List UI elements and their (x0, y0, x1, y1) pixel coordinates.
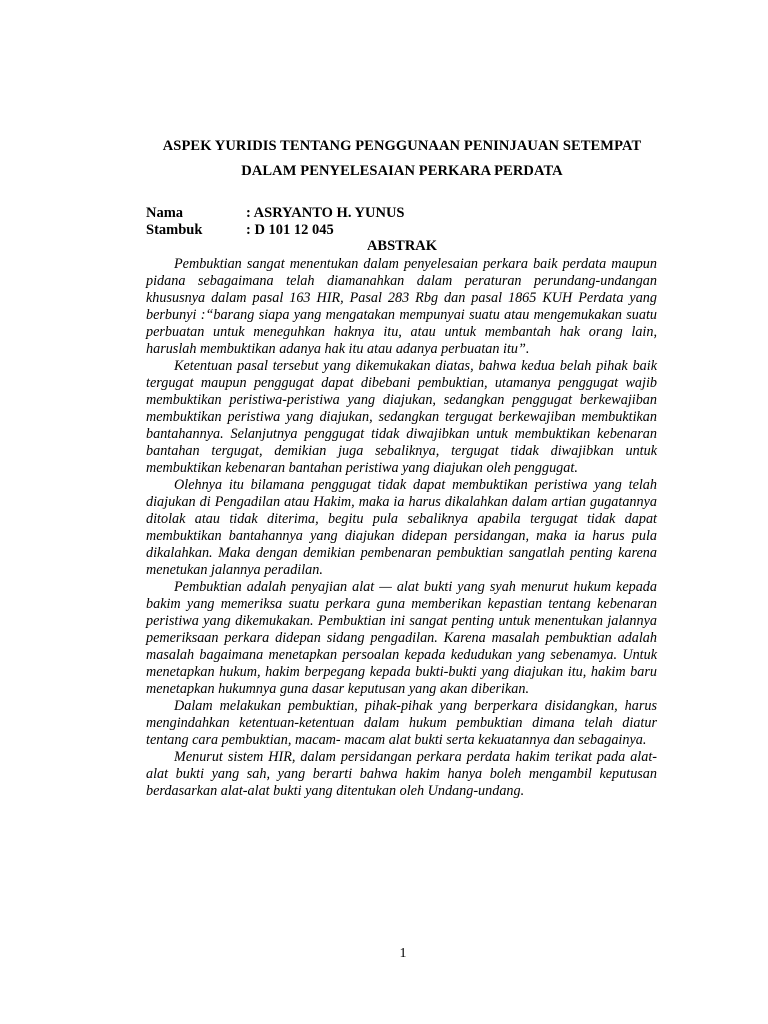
abstract-heading: ABSTRAK (366, 238, 438, 254)
author-name-row (146, 205, 405, 222)
stambuk-label: Stambuk (146, 222, 203, 238)
abstract-paragraph-1: Pembuktian sangat menentukan dalam penyelesaian perkara baik perdata maupun pidana sebagaimana telah diamanahkan dalam peraturan perundang-undangan khususnya dalam pasal 163 HIR, Pasal 283 Rbg dan pasal 1865 KUH Perdata yang berbunyi :“barang siapa yang mengatakan mempunyai suatu atau mengemukakan suatu perbuatan untuk meneguhkan haknya itu, atau untuk membantah hak orang lain, haruslah membuktikan adanya hak itu atau adanya perbuatan itu”. (146, 256, 657, 357)
abstract-paragraph-6: Menurut sistem HIR, dalam persidangan perkara perdata hakim terikat pada alat-alat bukti yang sah, yang berarti bahwa hakim hanya boleh mengambil keputusan berdasarkan alat-alat bukti yang ditentukan oleh Undang-undang. (146, 749, 657, 799)
name-value: : ASRYANTO H. YUNUS (246, 205, 405, 221)
abstract-paragraph-2: Ketentuan pasal tersebut yang dikemukakan diatas, bahwa kedua belah pihak baik tergugat maupun penggugat dapat dibebani pembuktian, utamanya penggugat wajib membuktikan peristiwa-peristiwa yang diajukan, sedangkan penggugat berkewajiban membuktikan peristiwa yang diajukan, sedangkan tergugat berkewajiban membuktikan bantahannya. Selanjutnya penggugat tidak diwajibkan untuk membuktikan kebenaran bantahan tergugat, demikian juga sebaliknya, tergugat tidak diwajibkan untuk membuktikan kebenaran bantahan peristiwa yang diajukan oleh penggugat. (146, 358, 657, 476)
title-line-2: DALAM PENYELESAIAN PERKARA PERDATA (241, 163, 563, 179)
name-label: Nama (146, 205, 184, 221)
title-line-1: ASPEK YURIDIS TENTANG PENGGUNAAN PENINJAUAN SETEMPAT (162, 138, 642, 154)
author-id-row (146, 222, 334, 239)
stambuk-value: : D 101 12 045 (246, 222, 334, 238)
abstract-body (146, 256, 657, 800)
abstract-paragraph-5: Dalam melakukan pembuktian, pihak-pihak yang berperkara disidangkan, harus mengindahkan ketentuan-ketentuan dalam hukum pembuktian dimana telah diatur tentang cara pembuktian, macam- macam alat bukti serta kekuatannya dan sebagainya. (146, 698, 657, 748)
abstract-paragraph-4: Pembuktian adalah penyajian alat — alat bukti yang syah menurut hukum kepada bakim yang memeriksa suatu perkara guna memberikan kepastian tentang kebenaran peristiwa yang dikemukakan. Pembuktian ini sangat penting untuk menentukan jalannya pemeriksaan perkara didepan sidang pengadilan. Karena masalah pembuktian adalah masalah bagaimana menetapkan persoalan kepada kedudukan yang sebenamya. Untuk menetapkan hukum, hakim berpegang kepada bukti-bukti yang diajukan itu, hakim baru menetapkan hukumnya guna dasar keputusan yang akan diberikan. (146, 579, 657, 697)
page-number: 1 (399, 946, 407, 961)
abstract-paragraph-3: Olehnya itu bilamana penggugat tidak dapat membuktikan peristiwa yang telah diajukan di Pengadilan atau Hakim, maka ia harus dikalahkan dalam artian gugatannya ditolak atau tidak diterima, begitu pula sebaliknya apabila tergugat tidak dapat membuktikan bantahannya yang diajukan didepan persidangan, maka ia harus pula dikalahkan. Maka dengan demikian pembenaran pembuktian sangatlah penting karena menetukan jalannya peradilan. (146, 477, 657, 578)
